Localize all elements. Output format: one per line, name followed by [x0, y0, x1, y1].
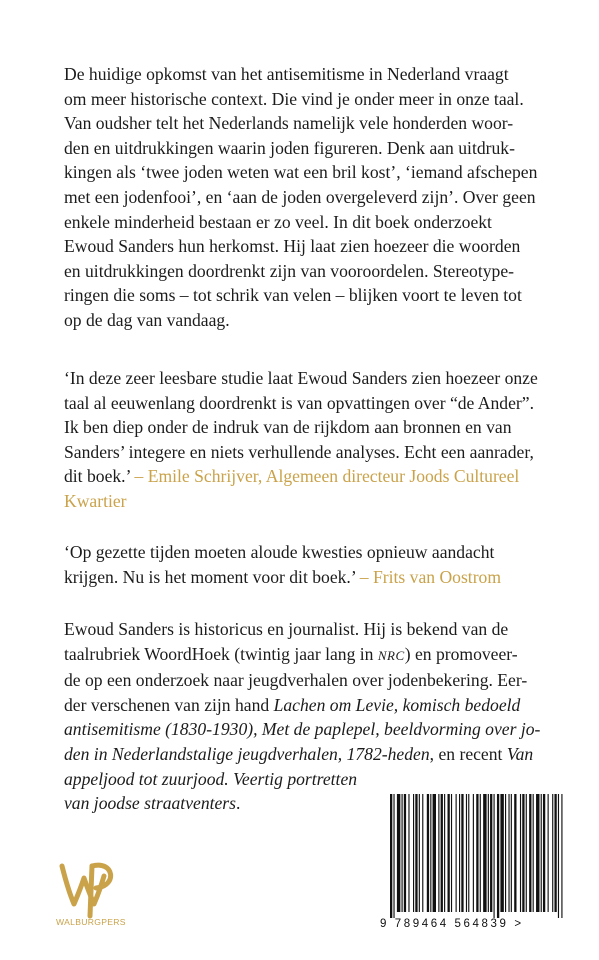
barcode-bar [511, 794, 512, 912]
bio-line [64, 742, 540, 767]
quote-line: Ik ben diep onder de indruk van de rijkdom aan bronnen en van [64, 417, 512, 438]
barcode-bar [468, 794, 469, 912]
barcode-bar [461, 794, 463, 912]
barcode-bar [480, 794, 481, 912]
bio-book-title: den in Nederlandstalige jeugdverhalen, 1782-heden [64, 743, 430, 764]
barcode-bar [552, 794, 553, 912]
bio-text: ) en promoveer- [404, 643, 518, 664]
bio-book-title: Van [506, 743, 534, 764]
quote-line [64, 565, 501, 590]
review-quote-van-oostrom [64, 540, 501, 589]
quote-text: dit boek.’ [64, 466, 131, 487]
barcode-bar [413, 794, 414, 912]
bio-line [64, 767, 540, 792]
intro-line: met een jodenfooi’, en ‘aan de joden overgeleverd zijn’. Over geen [64, 186, 536, 207]
barcode-bar [402, 794, 403, 912]
quote-line: Sanders’ integere en niets verhullende analyses. Echt een aanrader, [64, 441, 534, 462]
intro-line: kingen als ‘twee joden weten wat een bril kost’, ‘iemand afschepen [64, 162, 538, 183]
barcode-bar [520, 794, 521, 912]
barcode-bar [438, 794, 439, 912]
intro-line: Van oudsher telt het Nederlands namelijk vele honderden woor- [64, 113, 514, 134]
bio-text: taalrubriek WoordHoek (twintig jaar lang in [64, 643, 378, 664]
barcode-bar [558, 794, 559, 918]
barcode-bar [476, 794, 478, 912]
barcode-bar [441, 794, 443, 912]
barcode-bar [430, 794, 431, 912]
barcode-bar [561, 794, 562, 918]
barcode-bar [390, 794, 392, 918]
barcode-bar [404, 794, 406, 912]
barcode-bar [490, 794, 492, 912]
intro-line: Ewoud Sanders hun herkomst. Hij laat zien hoezeer die woorden [64, 236, 521, 257]
barcode-bar [433, 794, 436, 912]
quote-text: krijgen. Nu is het moment voor dit boek.’ [64, 566, 356, 587]
barcode-bar [505, 794, 506, 912]
bio-line: de op een onderzoek naar jeugdverhalen over jodenbekering. Eer- [64, 670, 528, 691]
bio-line [64, 717, 540, 742]
barcode-bar [543, 794, 545, 912]
barcode-bar [456, 794, 457, 912]
walburg-pers-logo-icon [56, 856, 120, 926]
bio-text: , en recent [429, 743, 507, 764]
quote-attribution: – Frits van Oostrom [355, 566, 502, 587]
isbn-digits: 9 789464 564839 > [380, 918, 524, 930]
quote-attribution: Kwartier [64, 490, 127, 511]
intro-line: den en uitdrukkingen waarin joden figureren. Denk aan uitdruk- [64, 137, 515, 158]
barcode-bar [494, 794, 495, 918]
barcode-bar [444, 794, 445, 912]
intro-line: en uitdrukkingen doordrenkt zijn van vooroordelen. Stereotype- [64, 260, 514, 281]
quote-line: ‘In deze zeer leesbare studie laat Ewoud Sanders zien hoezeer onze [64, 368, 538, 388]
quote-line: ‘Op gezette tijden moeten aloude kwesties opnieuw aandacht [64, 542, 495, 562]
barcode-bar [473, 794, 474, 912]
bio-newspaper: NRC [377, 647, 405, 663]
barcode-bar [554, 794, 556, 912]
quote-line [64, 464, 538, 489]
barcode-bar [397, 794, 400, 912]
bio-line [64, 642, 540, 669]
bio-book-title: van joodse straatventers [64, 793, 237, 814]
bio-book-title: appeljood tot zuurjood. Veertig portretten [64, 768, 358, 789]
barcode-bar [548, 794, 549, 912]
barcode-bar [427, 794, 429, 912]
barcode-bar [526, 794, 527, 912]
barcode-bar [415, 794, 417, 912]
barcode-bar [419, 794, 420, 912]
bio-text: . [236, 793, 241, 814]
isbn-barcode [386, 792, 566, 932]
intro-line: om meer historische context. Die vind je onder meer in onze taal. [64, 88, 524, 109]
bio-line: Ewoud Sanders is historicus en journalist. Hij is bekend van de [64, 619, 509, 639]
intro-paragraph [64, 62, 537, 333]
quote-attribution: – Emile Schrijver, Algemeen directeur Joods Cultureel [130, 466, 520, 487]
barcode-bar [466, 794, 467, 912]
intro-line: enkele minderheid bestaan er zo veel. In dit boek onderzoekt [64, 211, 492, 232]
intro-line: op de dag van vandaag. [64, 309, 230, 330]
barcode-bar [514, 794, 516, 912]
barcode-bar [522, 794, 524, 912]
review-quote-schrijver [64, 366, 538, 514]
barcode-bar [508, 794, 509, 912]
bio-line [64, 693, 540, 718]
barcode-bar [448, 794, 450, 912]
bio-book-title: Lachen om Levie, komisch bedoeld [273, 694, 521, 715]
barcode-bar [488, 794, 489, 912]
author-bio [64, 617, 540, 816]
barcode-bar [533, 794, 534, 912]
intro-line: De huidige opkomst van het antisemitisme in Nederland vraagt [64, 64, 509, 84]
barcode-bar [541, 794, 542, 912]
barcode-bar [497, 794, 499, 918]
bio-text: der verschenen van zijn hand [64, 694, 274, 715]
bio-book-title: antisemitisme (1830-1930), Met de paplepel, beeldvorming over jo- [64, 719, 541, 740]
barcode-bar [393, 794, 394, 918]
intro-line: ringen die soms – tot schrik van velen – blijken voort te leven tot [64, 285, 522, 306]
quote-line: taal al eeuwenlang doordrenkt is van opvattingen over “de Ander”. [64, 392, 534, 413]
barcode-bar [500, 794, 503, 912]
barcode-bar [459, 794, 460, 912]
publisher-name: WALBURGPERS [56, 917, 126, 927]
barcode-bar [536, 794, 539, 912]
barcode-bar [451, 794, 452, 912]
barcode-bar [408, 794, 409, 912]
barcode-bar [483, 794, 486, 912]
barcode-bar [529, 794, 531, 912]
barcode-bar [422, 794, 423, 912]
